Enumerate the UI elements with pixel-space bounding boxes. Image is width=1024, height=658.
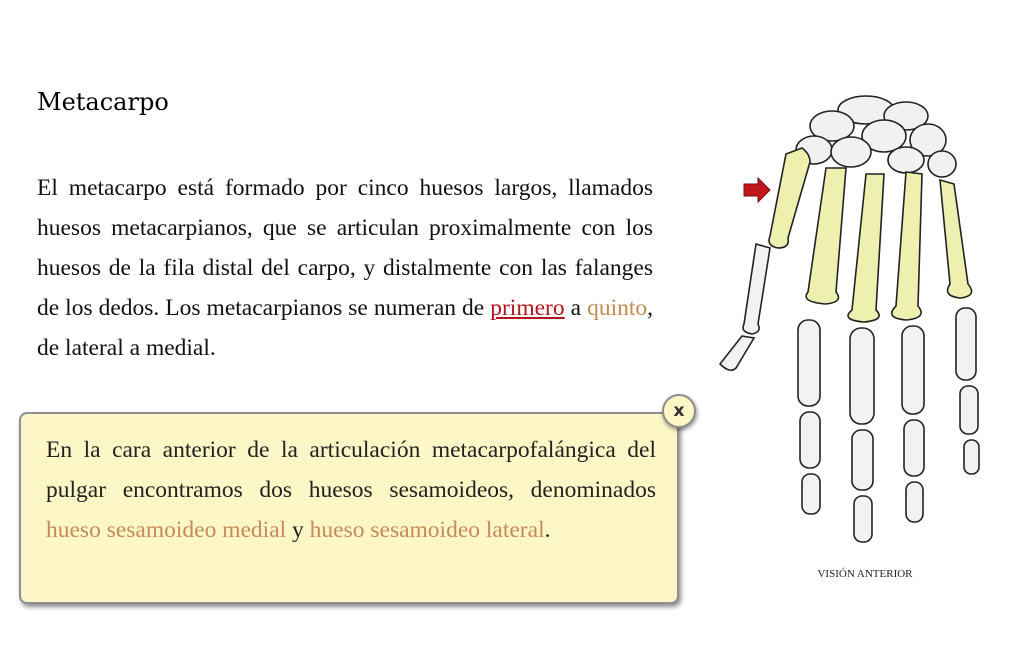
- paragraph-text-2: a: [564, 295, 588, 321]
- close-popup-button[interactable]: [662, 394, 696, 428]
- link-hueso-sesamoideo-lateral[interactable]: hueso sesamoideo lateral: [309, 517, 545, 543]
- red-arrow-icon: [742, 176, 772, 204]
- paragraph-text-3: , de lateral a medial.: [37, 295, 653, 361]
- popup-text-2: y: [286, 517, 310, 543]
- popup-text: [46, 430, 656, 550]
- figure-caption: VISIÓN ANTERIOR: [817, 568, 913, 580]
- link-primero[interactable]: primero: [490, 295, 565, 321]
- paragraph-text-1: El metacarpo está formado por cinco huesos largos, llamados huesos metacarpianos, que se articulan proximalmente con los huesos de la fila distal del carpo, y distalmente con las falanges de los dedos. Los metacarpianos se numeran de: [37, 175, 653, 321]
- info-popup: [19, 412, 679, 604]
- close-icon: x: [673, 401, 685, 421]
- link-hueso-sesamoideo-medial[interactable]: hueso sesamoideo medial: [46, 517, 287, 543]
- hand-skeleton-illustration: [706, 88, 1006, 558]
- description-paragraph: [37, 168, 653, 368]
- page-title: Metacarpo: [37, 88, 169, 116]
- link-quinto[interactable]: quinto: [587, 295, 648, 321]
- popup-text-3: .: [544, 517, 551, 543]
- popup-text-1: En la cara anterior de la articulación metacarpofalángica del pulgar encontramos dos huesos sesamoideos, denominados: [46, 437, 656, 503]
